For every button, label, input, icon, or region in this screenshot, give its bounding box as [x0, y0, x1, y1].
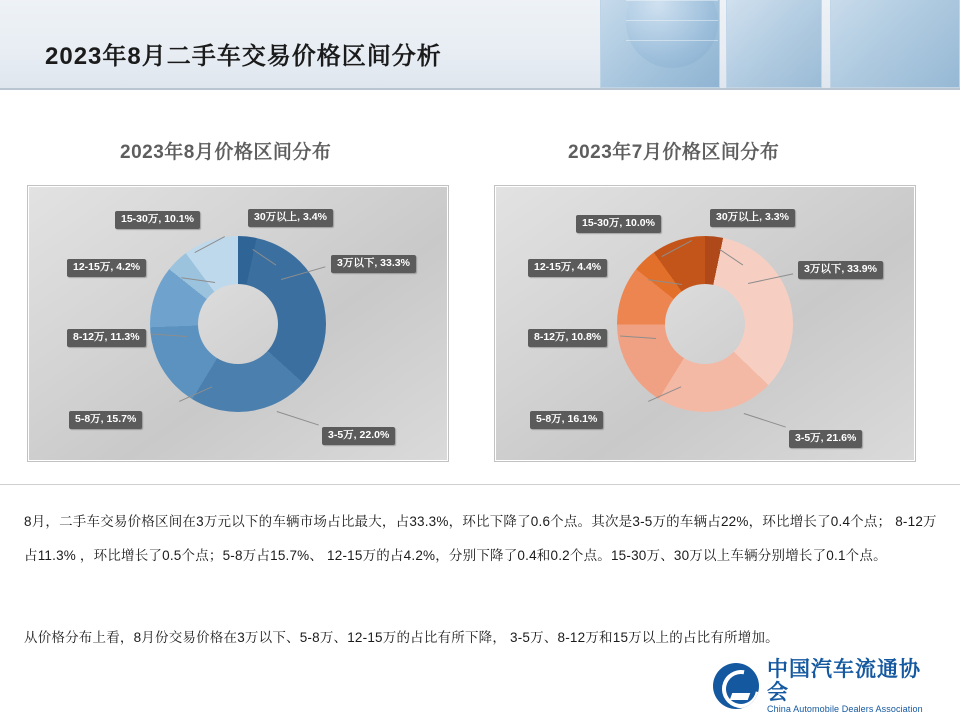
header-divider [0, 88, 960, 90]
analysis-paragraph-1: 8月，二手车交易价格区间在3万元以下的车辆市场占比最大，占33.3%，环比下降了0.6个点。其次是3-5万的车辆占22%，环比增长了0.4个点； 8-12万占11.3% ，环比增长了0.5个点；5-8万占15.7%、 12-15万的占4.2%，分别下降了0.4和0.2个点。15-30万、30万以上车辆分别增长了0.1个点。 [24, 514, 937, 563]
slice-label-5to8: 5-8万, 16.1% [530, 411, 603, 429]
slice-label-12to15: 12-15万, 4.2% [67, 259, 146, 277]
chart-title-august: 2023年8月价格区间分布 [120, 142, 332, 163]
slice-label-30plus: 30万以上, 3.4% [248, 209, 333, 227]
slice-label-under3: 3万以下, 33.3% [331, 255, 416, 273]
slice-label-12to15: 12-15万, 4.4% [528, 259, 607, 277]
logo-name-en: China Automobile Dealers Association [767, 704, 923, 715]
body-divider [0, 484, 960, 485]
slice-label-15to30: 15-30万, 10.1% [115, 211, 200, 229]
leader-line [277, 411, 319, 426]
logo-name-cn: 中国汽车流通协会 [767, 657, 921, 704]
slice-label-15to30: 15-30万, 10.0% [576, 215, 661, 233]
slice-label-30plus: 30万以上, 3.3% [710, 209, 795, 227]
cube-icon [830, 0, 960, 88]
slice-label-under3: 3万以下, 33.9% [798, 261, 883, 279]
slice-label-3to5: 3-5万, 22.0% [322, 427, 395, 445]
slice-label-8to12: 8-12万, 10.8% [528, 329, 607, 347]
cada-logo-icon [713, 663, 759, 709]
slice-label-5to8: 5-8万, 15.7% [69, 411, 142, 429]
page-title: 2023年8月二手车交易价格区间分析 [45, 43, 442, 70]
slice-label-8to12: 8-12万, 11.3% [67, 329, 146, 347]
analysis-paragraph-2: 从价格分布上看，8月份交易价格在3万以下、5-8万、12-15万的占比有所下降， 3-5万、8-12万和15万以上的占比有所增加。 [24, 630, 779, 645]
header-band [0, 0, 960, 88]
chart-july [495, 186, 915, 461]
chart-title-july: 2023年7月价格区间分布 [568, 142, 780, 163]
donut-july [617, 236, 793, 412]
chart-august [28, 186, 448, 461]
leader-line [744, 413, 786, 428]
cube-icon [726, 0, 822, 88]
footer-logo [713, 657, 935, 715]
donut-august [150, 236, 326, 412]
slice-label-3to5: 3-5万, 21.6% [789, 430, 862, 448]
